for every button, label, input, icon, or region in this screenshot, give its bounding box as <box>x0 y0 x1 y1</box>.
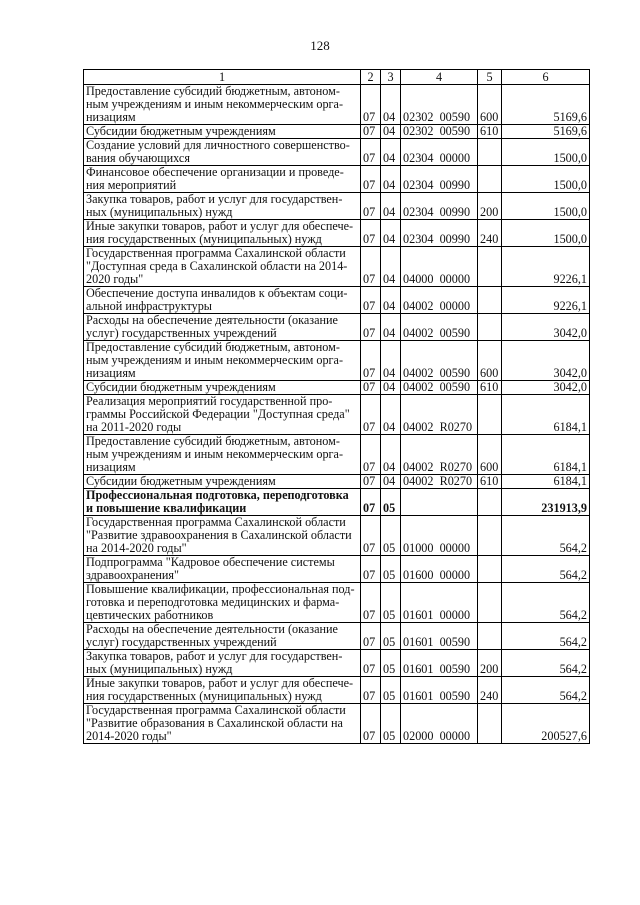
subsection-code-cell: 05 <box>381 650 401 677</box>
section-code-cell: 07 <box>361 85 381 125</box>
expense-type-cell <box>478 623 502 650</box>
section-code-cell: 07 <box>361 287 381 314</box>
target-article-cell: 01601 00590 <box>401 650 478 677</box>
subsection-code-cell: 04 <box>381 287 401 314</box>
subsection-code-cell: 04 <box>381 166 401 193</box>
row-name-cell: Расходы на обеспечение деятельности (оказание услуг) государственных учреждений <box>84 314 361 341</box>
row-name-cell: Финансовое обеспечение организации и проведе- ния мероприятий <box>84 166 361 193</box>
subsection-code-cell: 05 <box>381 623 401 650</box>
amount-cell: 564,2 <box>502 623 590 650</box>
row-name-cell: Профессиональная подготовка, переподготовка и повышение квалификации <box>84 489 361 516</box>
table-row <box>84 247 590 287</box>
row-name-cell: Государственная программа Сахалинской области "Развитие образования в Сахалинской области на 2014-2020 годы" <box>84 704 361 744</box>
amount-cell: 5169,6 <box>502 85 590 125</box>
amount-cell: 6184,1 <box>502 475 590 489</box>
amount-cell: 1500,0 <box>502 220 590 247</box>
table-row <box>84 341 590 381</box>
amount-cell: 1500,0 <box>502 139 590 166</box>
expense-type-cell: 610 <box>478 475 502 489</box>
column-header: 2 <box>361 70 381 85</box>
target-article-cell: 02302 00590 <box>401 85 478 125</box>
row-name-cell: Предоставление субсидий бюджетным, автоном- ным учреждениям и иным некоммерческим орга- низациям <box>84 341 361 381</box>
table-row <box>84 314 590 341</box>
section-code-cell: 07 <box>361 489 381 516</box>
amount-cell: 3042,0 <box>502 381 590 395</box>
table-row <box>84 489 590 516</box>
target-article-cell: 02304 00000 <box>401 139 478 166</box>
row-name-cell: Создание условий для личностного совершенство- вания обучающихся <box>84 139 361 166</box>
expense-type-cell: 610 <box>478 125 502 139</box>
section-code-cell: 07 <box>361 381 381 395</box>
expense-type-cell <box>478 395 502 435</box>
expense-type-cell <box>478 556 502 583</box>
section-code-cell: 07 <box>361 166 381 193</box>
table-row <box>84 381 590 395</box>
amount-cell: 5169,6 <box>502 125 590 139</box>
amount-cell: 6184,1 <box>502 395 590 435</box>
column-header: 4 <box>401 70 478 85</box>
expense-type-cell: 610 <box>478 381 502 395</box>
table-row <box>84 677 590 704</box>
column-header: 6 <box>502 70 590 85</box>
amount-cell: 200527,6 <box>502 704 590 744</box>
table-row <box>84 556 590 583</box>
expense-type-cell: 240 <box>478 677 502 704</box>
row-name-cell: Иные закупки товаров, работ и услуг для обеспече- ния государственных (муниципальных) нужд <box>84 220 361 247</box>
row-name-cell: Субсидии бюджетным учреждениям <box>84 381 361 395</box>
target-article-cell: 02304 00990 <box>401 193 478 220</box>
amount-cell: 3042,0 <box>502 314 590 341</box>
expense-type-cell: 200 <box>478 650 502 677</box>
section-code-cell: 07 <box>361 677 381 704</box>
row-name-cell: Предоставление субсидий бюджетным, автоном- ным учреждениям и иным некоммерческим орга- низациям <box>84 85 361 125</box>
section-code-cell: 07 <box>361 395 381 435</box>
amount-cell: 9226,1 <box>502 287 590 314</box>
target-article-cell: 01600 00000 <box>401 556 478 583</box>
row-name-cell: Реализация мероприятий государственной про- граммы Российской Федерации "Доступная среда" на 2011-2020 годы <box>84 395 361 435</box>
expense-type-cell <box>478 516 502 556</box>
target-article-cell: 02304 00990 <box>401 220 478 247</box>
table-row <box>84 475 590 489</box>
subsection-code-cell: 04 <box>381 220 401 247</box>
section-code-cell: 07 <box>361 623 381 650</box>
subsection-code-cell: 04 <box>381 475 401 489</box>
column-header: 5 <box>478 70 502 85</box>
table-row <box>84 435 590 475</box>
subsection-code-cell: 04 <box>381 139 401 166</box>
table-row <box>84 704 590 744</box>
target-article-cell: 01601 00590 <box>401 623 478 650</box>
section-code-cell: 07 <box>361 650 381 677</box>
section-code-cell: 07 <box>361 704 381 744</box>
amount-cell: 1500,0 <box>502 193 590 220</box>
subsection-code-cell: 04 <box>381 125 401 139</box>
table-row <box>84 395 590 435</box>
section-code-cell: 07 <box>361 556 381 583</box>
expense-type-cell <box>478 166 502 193</box>
table-row <box>84 287 590 314</box>
row-name-cell: Иные закупки товаров, работ и услуг для обеспече- ния государственных (муниципальных) нужд <box>84 677 361 704</box>
expense-type-cell: 600 <box>478 341 502 381</box>
row-name-cell: Государственная программа Сахалинской области "Развитие здравоохранения в Сахалинской области на 2014-2020 годы" <box>84 516 361 556</box>
subsection-code-cell: 04 <box>381 85 401 125</box>
amount-cell: 9226,1 <box>502 247 590 287</box>
expense-type-cell <box>478 287 502 314</box>
target-article-cell: 04002 00590 <box>401 314 478 341</box>
row-name-cell: Повышение квалификации, профессиональная под- готовка и переподготовка медицинских и фарма- цевтических работников <box>84 583 361 623</box>
subsection-code-cell: 05 <box>381 677 401 704</box>
budget-table <box>83 69 590 744</box>
table-row <box>84 650 590 677</box>
row-name-cell: Закупка товаров, работ и услуг для государствен- ных (муниципальных) нужд <box>84 650 361 677</box>
expense-type-cell <box>478 314 502 341</box>
amount-cell: 564,2 <box>502 556 590 583</box>
target-article-cell: 01000 00000 <box>401 516 478 556</box>
target-article-cell: 02302 00590 <box>401 125 478 139</box>
table-body <box>84 85 590 744</box>
target-article-cell: 04002 00000 <box>401 287 478 314</box>
section-code-cell: 07 <box>361 516 381 556</box>
subsection-code-cell: 05 <box>381 489 401 516</box>
row-name-cell: Субсидии бюджетным учреждениям <box>84 475 361 489</box>
section-code-cell: 07 <box>361 314 381 341</box>
amount-cell: 6184,1 <box>502 435 590 475</box>
table-row <box>84 623 590 650</box>
target-article-cell: 04002 00590 <box>401 381 478 395</box>
section-code-cell: 07 <box>361 583 381 623</box>
page-number: 128 <box>310 38 330 53</box>
amount-cell: 564,2 <box>502 677 590 704</box>
target-article-cell: 02304 00990 <box>401 166 478 193</box>
section-code-cell: 07 <box>361 220 381 247</box>
table-row <box>84 85 590 125</box>
subsection-code-cell: 05 <box>381 583 401 623</box>
section-code-cell: 07 <box>361 475 381 489</box>
target-article-cell: 04002 R0270 <box>401 435 478 475</box>
expense-type-cell <box>478 489 502 516</box>
row-name-cell: Расходы на обеспечение деятельности (оказание услуг) государственных учреждений <box>84 623 361 650</box>
row-name-cell: Предоставление субсидий бюджетным, автоном- ным учреждениям и иным некоммерческим орга- низациям <box>84 435 361 475</box>
amount-cell: 1500,0 <box>502 166 590 193</box>
row-name-cell: Субсидии бюджетным учреждениям <box>84 125 361 139</box>
subsection-code-cell: 04 <box>381 247 401 287</box>
amount-cell: 564,2 <box>502 516 590 556</box>
expense-type-cell <box>478 704 502 744</box>
amount-cell: 3042,0 <box>502 341 590 381</box>
row-name-cell: Обеспечение доступа инвалидов к объектам соци- альной инфраструктуры <box>84 287 361 314</box>
amount-cell: 231913,9 <box>502 489 590 516</box>
section-code-cell: 07 <box>361 125 381 139</box>
target-article-cell: 04002 R0270 <box>401 475 478 489</box>
amount-cell: 564,2 <box>502 583 590 623</box>
subsection-code-cell: 04 <box>381 193 401 220</box>
expense-type-cell: 600 <box>478 435 502 475</box>
subsection-code-cell: 05 <box>381 704 401 744</box>
table-row <box>84 193 590 220</box>
target-article-cell: 04002 00590 <box>401 341 478 381</box>
table-row <box>84 139 590 166</box>
target-article-cell: 04002 R0270 <box>401 395 478 435</box>
table-row <box>84 166 590 193</box>
table-row <box>84 220 590 247</box>
target-article-cell: 01601 00000 <box>401 583 478 623</box>
section-code-cell: 07 <box>361 341 381 381</box>
subsection-code-cell: 04 <box>381 435 401 475</box>
expense-type-cell: 200 <box>478 193 502 220</box>
expense-type-cell: 600 <box>478 85 502 125</box>
expense-type-cell <box>478 139 502 166</box>
subsection-code-cell: 05 <box>381 516 401 556</box>
table-row <box>84 125 590 139</box>
column-header: 1 <box>84 70 361 85</box>
subsection-code-cell: 04 <box>381 395 401 435</box>
table-row <box>84 583 590 623</box>
expense-type-cell <box>478 583 502 623</box>
target-article-cell: 01601 00590 <box>401 677 478 704</box>
section-code-cell: 07 <box>361 193 381 220</box>
row-name-cell: Государственная программа Сахалинской области "Доступная среда в Сахалинской области на 2014- 2020 годы" <box>84 247 361 287</box>
target-article-cell: 02000 00000 <box>401 704 478 744</box>
subsection-code-cell: 05 <box>381 556 401 583</box>
section-code-cell: 07 <box>361 139 381 166</box>
subsection-code-cell: 04 <box>381 381 401 395</box>
section-code-cell: 07 <box>361 247 381 287</box>
section-code-cell: 07 <box>361 435 381 475</box>
table-row <box>84 516 590 556</box>
target-article-cell: 04000 00000 <box>401 247 478 287</box>
subsection-code-cell: 04 <box>381 314 401 341</box>
amount-cell: 564,2 <box>502 650 590 677</box>
row-name-cell: Подпрограмма "Кадровое обеспечение системы здравоохранения" <box>84 556 361 583</box>
table-header-row <box>84 70 590 85</box>
target-article-cell <box>401 489 478 516</box>
expense-type-cell: 240 <box>478 220 502 247</box>
expense-type-cell <box>478 247 502 287</box>
subsection-code-cell: 04 <box>381 341 401 381</box>
column-header: 3 <box>381 70 401 85</box>
row-name-cell: Закупка товаров, работ и услуг для государствен- ных (муниципальных) нужд <box>84 193 361 220</box>
